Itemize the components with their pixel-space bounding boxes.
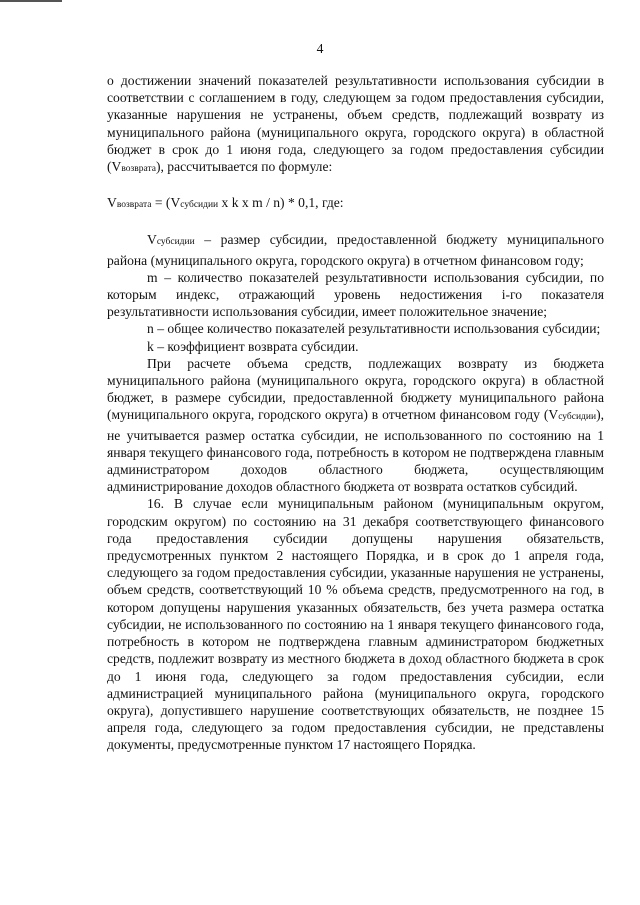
formula-sub-return: возврата [116,200,152,211]
formula [107,194,604,214]
page-number: 4 [316,41,324,56]
paragraph-intro-end: ), рассчитывается по формуле: [155,159,333,175]
paragraph-calculation-text: При расчете объема средств, подлежащих возврату из бюджета муниципального района (муниципального округа, городского округа) в областной бюджет, в размере субсидии, предоставленной бюджету муниципального района (муниципального округа, городского округа) в отчетном финансовом году ( [107,355,604,423]
formula-v: V [107,195,117,211]
formula-end: х k х m / n) * 0,1, где: [218,195,344,211]
v-subsidy-subscript: субсидии [156,237,195,248]
paragraph-m: m – количество показателей результативности использования субсидии, по которым индекс, отражающий уровень недостижения i-го показателя результативности использования субсидии, имеет положительное значение; [107,269,604,320]
top-rule [0,0,62,2]
v-return-symbol: V [111,159,122,175]
paragraph-k: k – коэффициент возврата субсидии. [147,338,359,354]
v-subsidy-symbol: V [147,232,157,248]
v-return-subscript: возврата [121,164,156,175]
paragraph-16: 16. В случае если муниципальным районом (муниципальным округом, городским округом) по состоянию на 31 декабря соответствующего финансового года предоставления субсидии допущены нарушения обязательств, предусмотренных пунктом 2 настоящего Порядка, и в срок до 1 апреля года, следующего за годом предоставления субсидии, указанные нарушения не устранены, объем средств, соответствующий 10 % объема средств, предусмотренного на год, в котором допущены нарушения указанных обязательств, без учета размера остатка субсидии, не использованного по состоянию на 1 января текущего финансового года, потребность в котором не подтверждена главным администратором бюджетных средств, подлежит возврату из местного бюджета в доход областного бюджета в срок до 1 июня года, следующего за годом предоставления субсидии, если администрацией муниципального района (муниципального округа, городского округа), допустившего нарушение соответствующих обязательств, не позднее 15 апреля года, следующего за годом предоставления субсидии, не представлены документы, предусмотренные пунктом 17 настоящего Порядка. [107,496,604,753]
paragraph-calculation [107,355,604,496]
document-body [107,72,604,754]
paragraph-v-subsidy-text: – размер субсидии, предоставленной бюджету муниципального района (муниципального округа, городского округа) в отчетном финансовом году; [107,232,604,268]
paragraph-intro-text: о достижении значений показателей результативности использования субсидии в соответствии с соглашением в году, следующем за годом предоставления субсидии, указанные нарушения не устранены, объем средств, подлежащий возврату из муниципального района (муниципального округа, городского округа) в областной бюджет в срок до 1 июня года, следующего за годом предоставления субсидии ( [107,73,604,175]
formula-sub-subsidy: субсидии [180,200,219,211]
formula-middle: = (V [151,195,181,211]
v-subsidy-symbol-2: V [548,407,559,423]
paragraph-n: n – общее количество показателей результативности использования субсидии; [147,321,601,337]
paragraph-intro [107,72,604,178]
v-subsidy-subscript-2: субсидии [558,412,597,423]
paragraph-v-subsidy [107,231,604,268]
paragraph-calculation-end: ), не учитывается размер остатка субсидии, не использованного по состоянию на 1 января текущего финансового года, потребность в котором не подтверждена главным администратором доходов областного бюджета, осуществляющим администрирование доходов областного бюджета от возврата остатков субсидий. [107,407,604,495]
